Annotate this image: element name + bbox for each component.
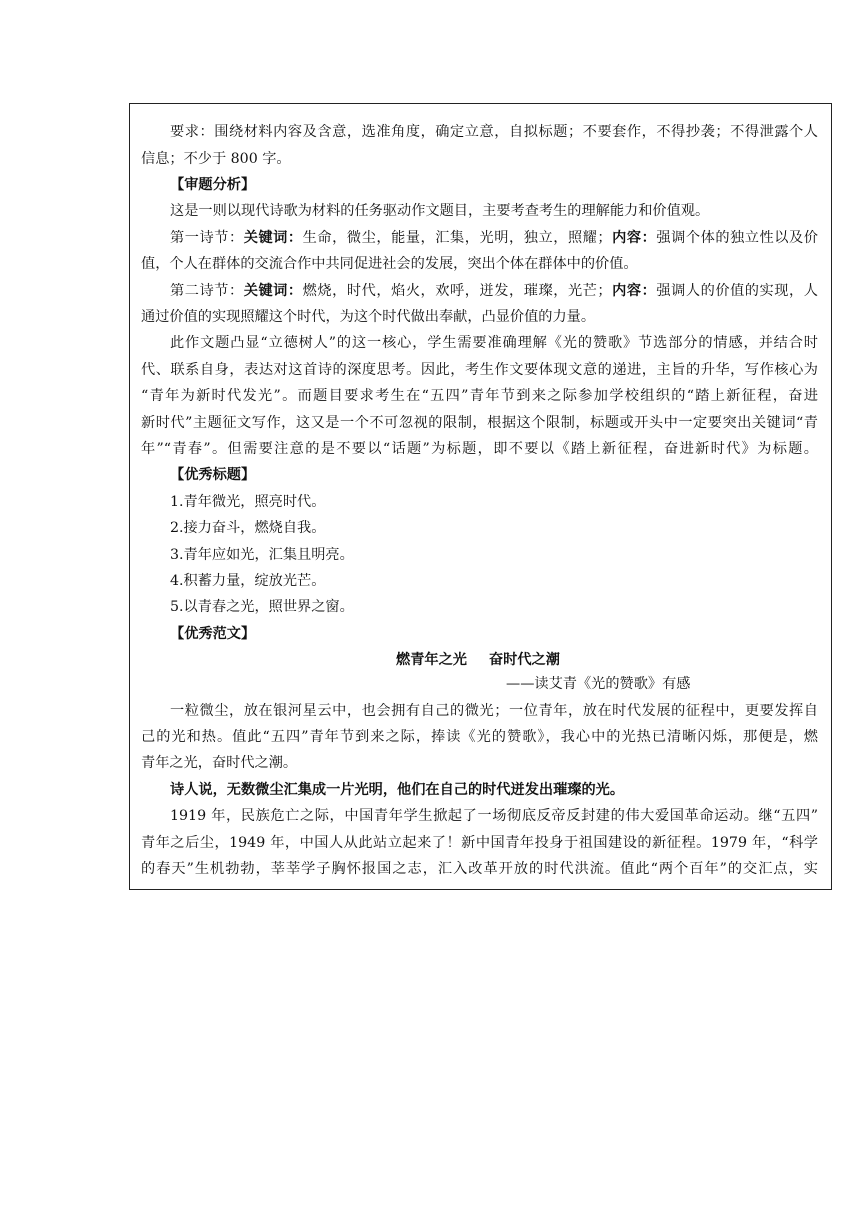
analysis-heading: 【审题分析】 [170,177,256,193]
requirement-line-1: 要求：围绕材料内容及含意，选准角度，确定立意，自拟标题；不要套作，不得抄袭；不得泄露个人 [170,124,818,140]
stanza2-line-1 [130,282,831,300]
stanza1-line-1 [130,229,831,247]
essay-subtitle: ——读艾青《光的赞歌》有感 [506,676,691,692]
essay-para1-line: 己的光和热。值此“五四”青年节到来之际，捧读《光的赞歌》，我心中的光热已清晰闪烁，那便是，燃 [141,729,818,745]
stanza2-content: 强调人的价值的实现，人 [656,283,818,299]
titles-heading: 【优秀标题】 [170,467,256,483]
title-item: 1.青年微光，照亮时代。 [170,494,326,510]
essay-para2-line: 1919 年，民族危亡之际，中国青年学生掀起了一场彻底反帝反封建的伟大爱国革命运动。继“五四” [170,808,818,824]
stanza2-content-label: 内容： [611,283,657,299]
analysis-paragraph-line: 此作文题凸显“立德树人”的这一核心，学生需要准确理解《光的赞歌》节选部分的情感，并结合时 [170,335,818,351]
analysis-paragraph-line: 新时代”主题征文写作，这又是一个不可忽视的限制，根据这个限制，标题或开头中一定要突出关键词“青 [141,415,818,431]
analysis-paragraph-line: 代、联系自身，表达对这首诗的深度思考。因此，考生作文要体现文意的递进，主旨的升华，写作核心为 [141,362,818,378]
essay-para1-line: 青年之光，奋时代之潮。 [141,755,298,771]
analysis-paragraph-line: “青年为新时代发光”。而题目要求考生在“五四”青年节到来之际参加学校组织的“踏上新征程，奋进 [141,388,818,404]
stanza1-content-label: 内容： [611,230,657,246]
essay-bold-sentence: 诗人说，无数微尘汇集成一片光明，他们在自己的时代迸发出璀璨的光。 [170,782,625,798]
stanza2-line-2: 通过价值的实现照耀这个时代，为这个时代做出奉献，凸显价值的力量。 [141,309,596,325]
essay-title-part-2: 奋时代之潮 [488,652,560,668]
analysis-paragraph-line: 年”“青春”。但需要注意的是不要以“话题”为标题，即不要以《踏上新征程，奋进新时代》为标题。 [141,441,818,457]
stanza2-prefix: 第二诗节： [170,283,244,299]
stanza1-keywords: 生命，微尘，能量，汇集，光明，独立，照耀； [302,230,612,246]
essay-para2-line: 青年之后尘，1949 年，中国人从此站立起来了！新中国青年投身于祖国建设的新征程。1979 年，“科学 [141,835,818,851]
essay-heading: 【优秀范文】 [170,626,256,642]
stanza1-line-2: 值，个人在群体的交流合作中共同促进社会的发展，突出个体在群体中的价值。 [141,256,638,272]
stanza2-keyword-label: 关键词： [243,283,303,299]
stanza2-keywords: 燃烧，时代，焰火，欢呼，迸发，璀璨，光芒； [302,283,612,299]
essay-title [130,651,831,669]
title-item: 3.青年应如光，汇集且明亮。 [170,547,354,563]
analysis-intro: 这是一则以现代诗歌为材料的任务驱动作文题目，主要考查考生的理解能力和价值观。 [170,203,710,219]
stanza1-content: 强调个体的独立性以及价 [656,230,818,246]
stanza1-prefix: 第一诗节： [170,230,244,246]
title-item: 4.积蓄力量，绽放光芒。 [170,573,326,589]
essay-para2-line: 的春天”生机勃勃，莘莘学子胸怀报国之志，汇入改革开放的时代洪流。值此“两个百年”的交汇点，实 [141,861,818,877]
title-item: 2.接力奋斗，燃烧自我。 [170,520,326,536]
requirement-line-2: 信息；不少于 800 字。 [141,151,291,167]
stanza1-keyword-label: 关键词： [243,230,303,246]
title-item: 5.以青春之光，照世界之窗。 [170,599,354,615]
content-frame [129,103,832,890]
essay-para1-line: 一粒微尘，放在银河星云中，也会拥有自己的微光；一位青年，放在时代发展的征程中，更要发挥自 [170,703,818,719]
essay-title-part-1: 燃青年之光 [396,652,467,668]
